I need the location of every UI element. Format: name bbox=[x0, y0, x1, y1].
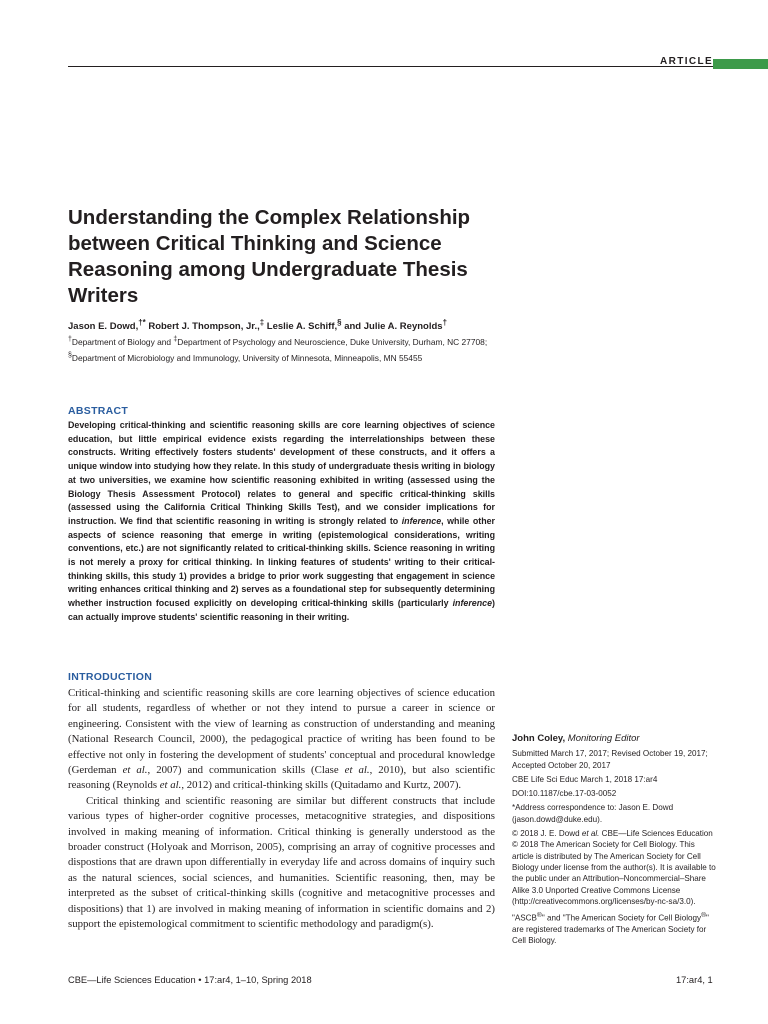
italic-text: et al. bbox=[344, 764, 370, 777]
affiliation-mark: † bbox=[68, 336, 72, 343]
author: Jason E. Dowd, bbox=[68, 321, 139, 333]
text-run: " are registered trademarks of The American Society for Cell Biology. bbox=[512, 913, 709, 946]
header-accent-bar bbox=[713, 59, 768, 69]
text-run: CBE—Life Sciences Education © 2018 The American Society for Cell Biology. This article is distributed by The American Society for Cell Biology under license from the author(s). It is available to the public under an Attribution–Noncommercial–Share Alike 3.0 Unported Creative Commons License (http://creativecommons.org/licenses/by-nc-sa/3.0). bbox=[512, 829, 716, 906]
italic-text: inference bbox=[452, 598, 493, 609]
affiliations bbox=[68, 333, 498, 365]
italic-text: et al. bbox=[581, 829, 600, 839]
text-run: Critical-thinking and scientific reasoning skills are core learning objectives of science education for all students, regardless of whether or not they intend to pursue a career in science or engineering. Consistent with the view of learning as construction of understanding and meaning (National Research Council, 2000), the pedagogical practice of writing has been found to be effective not only in fostering the development of students' conceptual and procedural knowledge (Gerdeman bbox=[68, 687, 495, 777]
text-run: Developing critical-thinking and scientific reasoning skills are core learning objectives of science education, but little empirical evidence exists regarding the interrelationships between these constructs. Writing effectively fosters students' development of these constructs, and it offers a unique window into studying how they relate. In this study of undergraduate thesis writing in biology at two universities, we examine how scientific reasoning exhibited in writing (assessed using the Biology Thesis Assessment Protocol) relates to general and specific critical-thinking skills (assessed using the California Critical Thinking Skills Test), and we consider implications for instruction. We find that scientific reasoning in writing is strongly related to bbox=[68, 420, 495, 526]
article-type-label: ARTICLE bbox=[660, 56, 714, 67]
footer-issue: 17:ar4, 1–10, Spring 2018 bbox=[204, 975, 312, 985]
introduction-body bbox=[68, 686, 495, 933]
affiliation: Department of Microbiology and Immunology, University of Minnesota, Minneapolis, MN 55455 bbox=[71, 352, 423, 363]
text-run: , 2010), but also scientific reasoning (Reynolds bbox=[68, 764, 496, 792]
affiliation-text bbox=[68, 333, 498, 365]
author: and Julie A. Reynolds bbox=[344, 321, 443, 333]
text-run: , while other aspects of science reasoning that emerge in writing (epistemological considerations, writing conventions, etc.) are not significantly related to critical-thinking skills. Science reasoning in writing is not merely a proxy for critical thinking. In linking features of students' writing to their critical-thinking skills, this study 1) provides a bridge to prior work suggesting that engagement in science writing enhances critical thinking and 2) serves as a foundational step for subsequently determining whether instruction focused explicitly on developing critical-thinking skills (particularly bbox=[68, 515, 496, 609]
italic-text: et al. bbox=[122, 764, 148, 777]
text-run: Critical thinking and scientific reasoning are similar but different constructs that include various types of higher-order cognitive processes, metacognitive strategies, and dispositions involved in making meaning of information. Critical thinking is generally understood as the broader construct (Holyoak and Morrison, 2005), comprising an array of cognitive processes and dispostions that are drawn upon differentially in everyday life and across domains of inquiry such as the natural sciences, social sciences, and humanities. Scientific reasoning, then, may be interpreted as the subset of critical-thinking skills (cognitive and metacognitive processes and dispositions) that 1) are involved in making meaning of information in scientific domains and 2) support the epistemological commitment to scientific methodology and paradigm(s). bbox=[68, 794, 495, 931]
footer-separator: • bbox=[198, 975, 202, 985]
superscript-mark: ® bbox=[536, 912, 542, 920]
article-title: Understanding the Complex Relationship between Critical Thinking and Science Reasoning among Undergraduate Thesis Writers bbox=[68, 206, 471, 307]
author-mark: § bbox=[337, 318, 342, 327]
editor-name: John Coley, bbox=[512, 733, 566, 744]
trademark-notice bbox=[512, 910, 717, 947]
author-mark: † bbox=[442, 318, 447, 327]
author-mark: †* bbox=[138, 318, 146, 327]
copyright-notice bbox=[512, 828, 717, 907]
header-rule bbox=[68, 66, 743, 67]
text-run: " and "The American Society for Cell Biology bbox=[541, 913, 702, 923]
superscript-mark: ® bbox=[701, 912, 707, 920]
abstract-body bbox=[68, 419, 495, 625]
text-run: "ASCB bbox=[512, 913, 537, 923]
editor-role: Monitoring Editor bbox=[567, 733, 640, 744]
introduction-paragraph bbox=[68, 794, 495, 933]
correspondence: *Address correspondence to: Jason E. Dowd (jason.dowd@duke.edu). bbox=[512, 803, 674, 824]
journal-citation: CBE Life Sci Educ March 1, 2018 17:ar4 bbox=[512, 774, 658, 784]
footer-journal bbox=[68, 975, 312, 985]
footer-page-number: 17:ar4, 1 bbox=[676, 975, 713, 985]
footer-journal-name: CBE—Life Sciences Education bbox=[68, 975, 196, 985]
monitoring-editor bbox=[512, 733, 717, 744]
author-list bbox=[68, 318, 447, 332]
affiliation: Department of Psychology and Neuroscience, Duke University, Durham, NC 27708; bbox=[177, 336, 488, 347]
introduction-heading: INTRODUCTION bbox=[68, 671, 153, 683]
submission-dates: Submitted March 17, 2017; Revised October 19, 2017; Accepted October 20, 2017 bbox=[512, 749, 708, 770]
author: Leslie A. Schiff, bbox=[266, 321, 338, 333]
author-mark: ‡ bbox=[259, 318, 265, 327]
text-run: ) can actually improve students' scientific reasoning in their writing. bbox=[68, 598, 495, 622]
text-run: , 2012) and critical-thinking skills (Quitadamo and Kurtz, 2007). bbox=[181, 779, 462, 792]
text-run: © 2018 J. E. Dowd bbox=[512, 829, 582, 839]
abstract-heading: ABSTRACT bbox=[68, 405, 129, 417]
italic-text: et al. bbox=[159, 779, 182, 792]
introduction-paragraph bbox=[68, 686, 495, 794]
doi[interactable]: DOI:10.1187/cbe.17-03-0052 bbox=[512, 789, 617, 799]
text-run: , 2007) and communication skills (Clase bbox=[147, 764, 345, 777]
italic-text: inference bbox=[401, 515, 442, 526]
author: Robert J. Thompson, Jr., bbox=[148, 321, 260, 333]
affiliation: Department of Biology and bbox=[71, 336, 174, 347]
affiliation-mark: § bbox=[68, 351, 72, 359]
affiliation-mark: ‡ bbox=[173, 336, 178, 343]
article-info-sidebar bbox=[512, 733, 717, 950]
